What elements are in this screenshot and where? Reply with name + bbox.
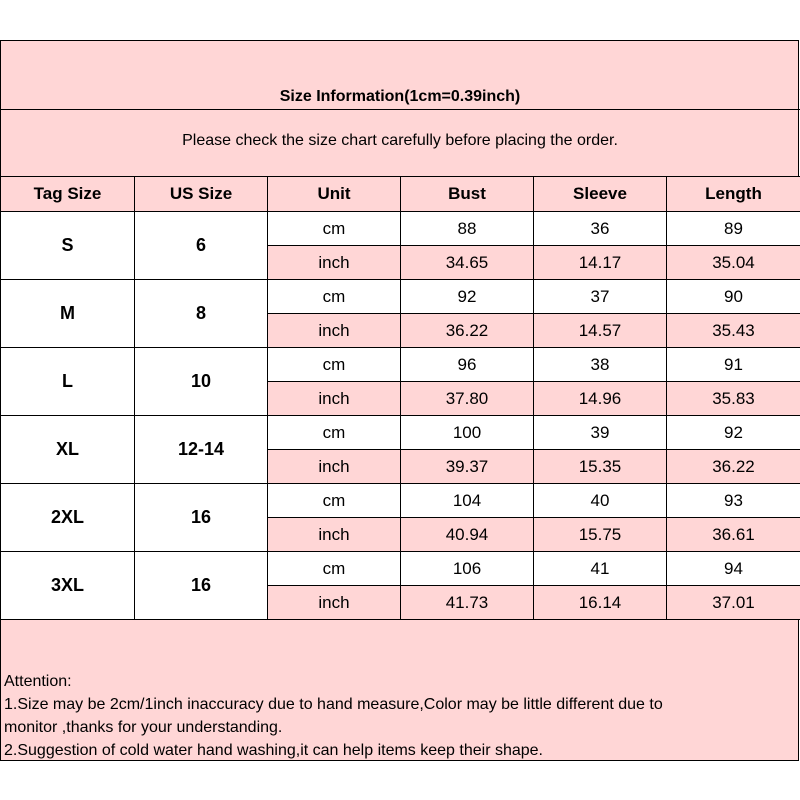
length-cell: 94 [667,552,800,586]
sleeve-cell: 40 [534,484,667,518]
tag-size-cell: XL [1,416,135,484]
unit-cell: cm [268,484,401,518]
sleeve-cell: 14.57 [534,314,667,348]
unit-cell: inch [268,450,401,484]
us-size-cell: 10 [135,348,268,416]
length-cell: 35.04 [667,246,800,280]
unit-cell: inch [268,246,401,280]
unit-cell: cm [268,280,401,314]
unit-cell: cm [268,348,401,382]
bust-cell: 37.80 [401,382,534,416]
size-table [0,176,800,620]
us-size-cell: 8 [135,280,268,348]
tag-size-cell: L [1,348,135,416]
us-size-cell: 16 [135,484,268,552]
tag-size-cell: S [1,212,135,280]
attention-notes [4,670,794,762]
sleeve-cell: 14.96 [534,382,667,416]
sleeve-cell: 14.17 [534,246,667,280]
bust-cell: 39.37 [401,450,534,484]
unit-cell: inch [268,382,401,416]
notes-line-1: 1.Size may be 2cm/1inch inaccuracy due to hand measure,Color may be little different due to [4,696,663,713]
table-row [1,416,800,450]
table-row [1,280,800,314]
length-cell: 36.61 [667,518,800,552]
chart-title: Size Information(1cm=0.39inch) [279,88,521,105]
sleeve-cell: 15.35 [534,450,667,484]
length-cell: 36.22 [667,450,800,484]
sleeve-cell: 41 [534,552,667,586]
bust-cell: 40.94 [401,518,534,552]
bust-cell: 36.22 [401,314,534,348]
us-size-cell: 6 [135,212,268,280]
unit-cell: cm [268,552,401,586]
us-size-cell: 12-14 [135,416,268,484]
unit-cell: inch [268,586,401,620]
us-size-cell: 16 [135,552,268,620]
col-header-us-size: US Size [135,177,268,212]
tag-size-cell: 2XL [1,484,135,552]
length-cell: 89 [667,212,800,246]
length-cell: 35.83 [667,382,800,416]
col-header-tag-size: Tag Size [1,177,135,212]
unit-cell: cm [268,212,401,246]
bust-cell: 88 [401,212,534,246]
unit-cell: inch [268,518,401,552]
unit-cell: inch [268,314,401,348]
sleeve-cell: 16.14 [534,586,667,620]
sleeve-cell: 39 [534,416,667,450]
length-cell: 35.43 [667,314,800,348]
sleeve-cell: 15.75 [534,518,667,552]
col-header-unit: Unit [268,177,401,212]
length-cell: 92 [667,416,800,450]
table-row [1,348,800,382]
unit-cell: cm [268,416,401,450]
table-row [1,484,800,518]
col-header-bust: Bust [401,177,534,212]
bust-cell: 41.73 [401,586,534,620]
length-cell: 90 [667,280,800,314]
table-row [1,212,800,246]
tag-size-cell: M [1,280,135,348]
notes-line-2: monitor ,thanks for your understanding. [4,719,283,736]
length-cell: 91 [667,348,800,382]
sleeve-cell: 37 [534,280,667,314]
notes-line-3: 2.Suggestion of cold water hand washing,it can help items keep their shape. [4,742,543,759]
bust-cell: 100 [401,416,534,450]
chart-subtitle: Please check the size chart carefully before placing the order. [182,132,618,149]
bust-cell: 92 [401,280,534,314]
bust-cell: 106 [401,552,534,586]
sleeve-cell: 38 [534,348,667,382]
notes-heading: Attention: [4,673,72,690]
length-cell: 93 [667,484,800,518]
bust-cell: 104 [401,484,534,518]
bust-cell: 96 [401,348,534,382]
length-cell: 37.01 [667,586,800,620]
bust-cell: 34.65 [401,246,534,280]
sleeve-cell: 36 [534,212,667,246]
table-header-row [1,177,800,212]
tag-size-cell: 3XL [1,552,135,620]
table-row [1,552,800,586]
col-header-length: Length [667,177,800,212]
col-header-sleeve: Sleeve [534,177,667,212]
